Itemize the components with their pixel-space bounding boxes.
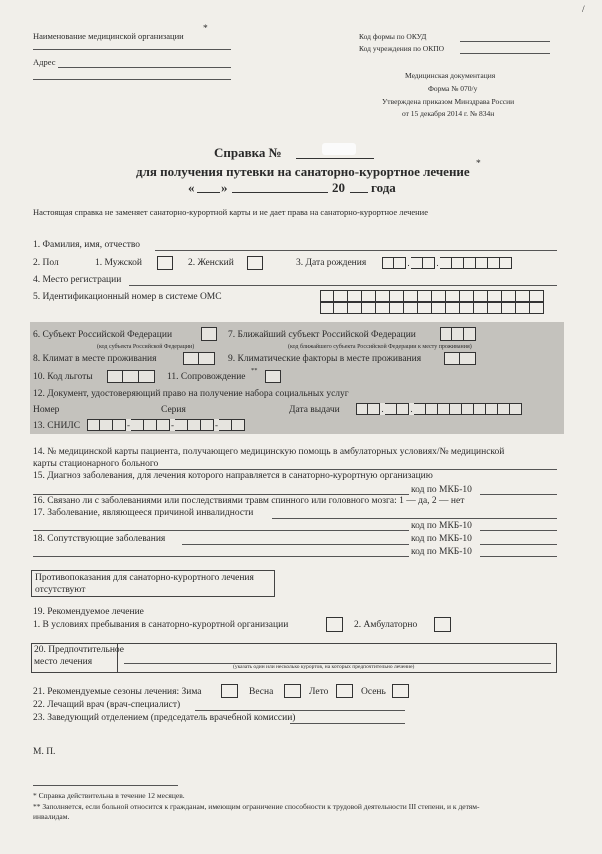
climate-grid[interactable]: [183, 352, 215, 365]
okud-line[interactable]: [460, 41, 550, 42]
org-name-label: Наименование медицинской организации: [33, 31, 184, 41]
field-fio-label: 1. Фамилия, имя, отчество: [33, 240, 141, 250]
comorbid-line-1[interactable]: [182, 544, 409, 545]
medcard-label-2: карты стационарного больного: [33, 459, 159, 469]
snils-label: 13. СНИЛС: [33, 421, 81, 431]
asterisk-mark: *: [203, 24, 208, 34]
spine-question-label: 16. Связано ли с заболеваниями или последствиями травм спинного или головного мозга: 1 — да, 2 — нет: [33, 496, 465, 506]
climate-factors-grid[interactable]: [444, 352, 476, 365]
comorbid-line-2[interactable]: [33, 556, 409, 557]
date-close-quote: »: [221, 180, 228, 195]
comorbid-mkb-label-1: код по МКБ-10: [411, 534, 472, 544]
date-year-prefix: 20: [332, 180, 345, 195]
sex-male-checkbox[interactable]: [157, 256, 173, 270]
title-star: *: [476, 159, 481, 169]
oms-grid-row2[interactable]: [320, 302, 544, 314]
doc-number-label: Номер: [33, 405, 60, 415]
season-spring-label: Весна: [249, 687, 274, 697]
subject-rf-label: 6. Субъект Российской Федерации: [33, 330, 173, 340]
climate-label: 8. Климат в месте проживания: [33, 354, 157, 364]
season-summer-checkbox[interactable]: [336, 684, 353, 698]
doctor-label: 22. Лечащий врач (врач-специалист): [33, 700, 181, 710]
footnote-divider: [33, 785, 178, 786]
escort-label: 11. Сопровождение: [167, 372, 246, 382]
benefit-code-grid[interactable]: [107, 370, 155, 383]
season-autumn-checkbox[interactable]: [392, 684, 409, 698]
treatment-outpatient-label: 2. Амбулаторно: [354, 620, 418, 630]
diagnosis-line[interactable]: [33, 494, 409, 495]
date-month-line[interactable]: [232, 192, 328, 193]
date-day-line[interactable]: [197, 192, 220, 193]
stamp-place-label: М. П.: [33, 747, 56, 757]
footnote-2-line-2: инвалидам.: [33, 812, 70, 821]
escort-star: **: [251, 367, 258, 374]
head-line[interactable]: [290, 723, 405, 724]
sex-female-checkbox[interactable]: [247, 256, 263, 270]
okud-label: Код формы по ОКУД: [359, 32, 427, 41]
recommended-treatment-label: 19. Рекомендуемое лечение: [33, 607, 144, 617]
treatment-outpatient-checkbox[interactable]: [434, 617, 451, 632]
contraindications-text-1: Противопоказания для санаторно-курортного лечения: [35, 573, 254, 583]
org-name-line[interactable]: [33, 49, 231, 50]
head-label: 23. Заведующий отделением (председатель врачебной комиссии): [33, 713, 296, 723]
escort-box[interactable]: [265, 370, 281, 383]
disability-line[interactable]: [272, 518, 557, 519]
disability-mkb-line[interactable]: [480, 530, 557, 531]
address-label: Адрес: [33, 57, 56, 67]
climate-factors-label: 9. Климатические факторы в месте проживания: [228, 354, 422, 364]
birth-date-label: 3. Дата рождения: [296, 258, 367, 268]
comorbid-label: 18. Сопутствующие заболевания: [33, 534, 166, 544]
oms-grid-row1[interactable]: [320, 290, 544, 302]
contraindications-text-2: отсутствуют: [35, 585, 86, 595]
subject-rf-box[interactable]: [201, 327, 217, 341]
address-line-2[interactable]: [33, 79, 231, 80]
approved-label: Утверждена приказом Минздрава России: [382, 97, 515, 106]
title-certificate: Справка №: [214, 145, 282, 160]
field-fio-line[interactable]: [155, 250, 557, 251]
preferred-place-label-2: место лечения: [34, 657, 93, 667]
comorbid-mkb-line-2[interactable]: [480, 556, 557, 557]
social-doc-label: 12. Документ, удостоверяющий право на получение набора социальных услуг: [33, 389, 349, 399]
okpo-label: Код учреждения по ОКПО: [359, 44, 445, 53]
diagnosis-mkb-line[interactable]: [480, 494, 557, 495]
form-number: Форма № 070/у: [428, 84, 478, 93]
seasons-label: 21. Рекомендуемые сезоны лечения: Зима: [33, 687, 202, 697]
med-doc-label: Медицинская документация: [405, 71, 496, 80]
doctor-line[interactable]: [195, 710, 405, 711]
preferred-place-note: (указать один или несколько курортов, на которых предпочтительно лечение): [233, 664, 415, 670]
okpo-line[interactable]: [460, 53, 550, 54]
medcard-label-1: 14. № медицинской карты пациента, получающего медицинскую помощь в амбулаторных условиях/№ медицинской: [33, 447, 505, 457]
date-open-quote: «: [188, 180, 195, 195]
season-winter-checkbox[interactable]: [221, 684, 238, 698]
comorbid-mkb-label-2: код по МКБ-10: [411, 547, 472, 557]
registration-line[interactable]: [129, 285, 557, 286]
doc-series-label: Серия: [161, 405, 186, 415]
diagnosis-mkb-label: код по МКБ-10: [411, 485, 472, 495]
snils-grid[interactable]: - - -: [87, 419, 245, 431]
date-year-line[interactable]: [350, 192, 368, 193]
season-summer-label: Лето: [309, 687, 329, 697]
subject-rf-code-note: (код субъекта Российской Федерации): [97, 344, 195, 350]
medcard-line[interactable]: [146, 469, 557, 470]
footnote-2-line-1: ** Заполняется, если больной относится к гражданам, имеющим ограничение способности к трудовой деятельности III степени, и к детям-: [33, 802, 480, 811]
address-line[interactable]: [58, 67, 231, 68]
corner-mark: /: [582, 5, 585, 15]
number-smudge: [322, 143, 356, 155]
birth-date-grid[interactable]: . .: [382, 257, 512, 269]
season-autumn-label: Осень: [361, 687, 386, 697]
footnote-1: * Справка действительна в течение 12 месяцев.: [33, 791, 185, 800]
comorbid-mkb-line-1[interactable]: [480, 544, 557, 545]
doc-issue-date-label: Дата выдачи: [289, 405, 340, 415]
certificate-number-line[interactable]: [296, 158, 374, 159]
notice-text: Настоящая справка не заменяет санаторно-курортной карты и не дает права на санаторно-курортное лечение: [33, 207, 428, 217]
diagnosis-label: 15. Диагноз заболевания, для лечения которого направляется в санаторно-курортную организацию: [33, 471, 433, 481]
registration-label: 4. Место регистрации: [33, 275, 122, 285]
approved-date: от 15 декабря 2014 г. № 834н: [402, 109, 495, 118]
sex-female-label: 2. Женский: [188, 258, 234, 268]
treatment-resort-label: 1. В условиях пребывания в санаторно-курортной организации: [33, 620, 289, 630]
benefit-code-label: 10. Код льготы: [33, 372, 93, 382]
oms-label: 5. Идентификационный номер в системе ОМС: [33, 292, 222, 302]
disability-line-2[interactable]: [33, 530, 409, 531]
preferred-place-label-1: 20. Предпочтительное: [34, 645, 124, 655]
disability-label: 17. Заболевание, являющееся причиной инвалидности: [33, 508, 254, 518]
title-purpose: для получения путевки на санаторно-курортное лечение: [136, 164, 470, 179]
nearest-subject-code-note: (код ближайшего субъекта Российской Федерации к месту проживания): [288, 344, 472, 350]
treatment-resort-checkbox[interactable]: [326, 617, 343, 632]
nearest-subject-label: 7. Ближайший субъект Российской Федерации: [228, 330, 416, 340]
nearest-subject-grid[interactable]: [440, 327, 476, 341]
sex-male-label: 1. Мужской: [95, 258, 142, 268]
date-year-word: года: [371, 180, 396, 195]
season-spring-checkbox[interactable]: [284, 684, 301, 698]
doc-issue-date-grid[interactable]: . .: [356, 403, 522, 415]
field-sex-label: 2. Пол: [33, 258, 59, 268]
shaded-section: [30, 322, 564, 434]
contraindications-box: [31, 570, 275, 597]
disability-mkb-label: код по МКБ-10: [411, 521, 472, 531]
